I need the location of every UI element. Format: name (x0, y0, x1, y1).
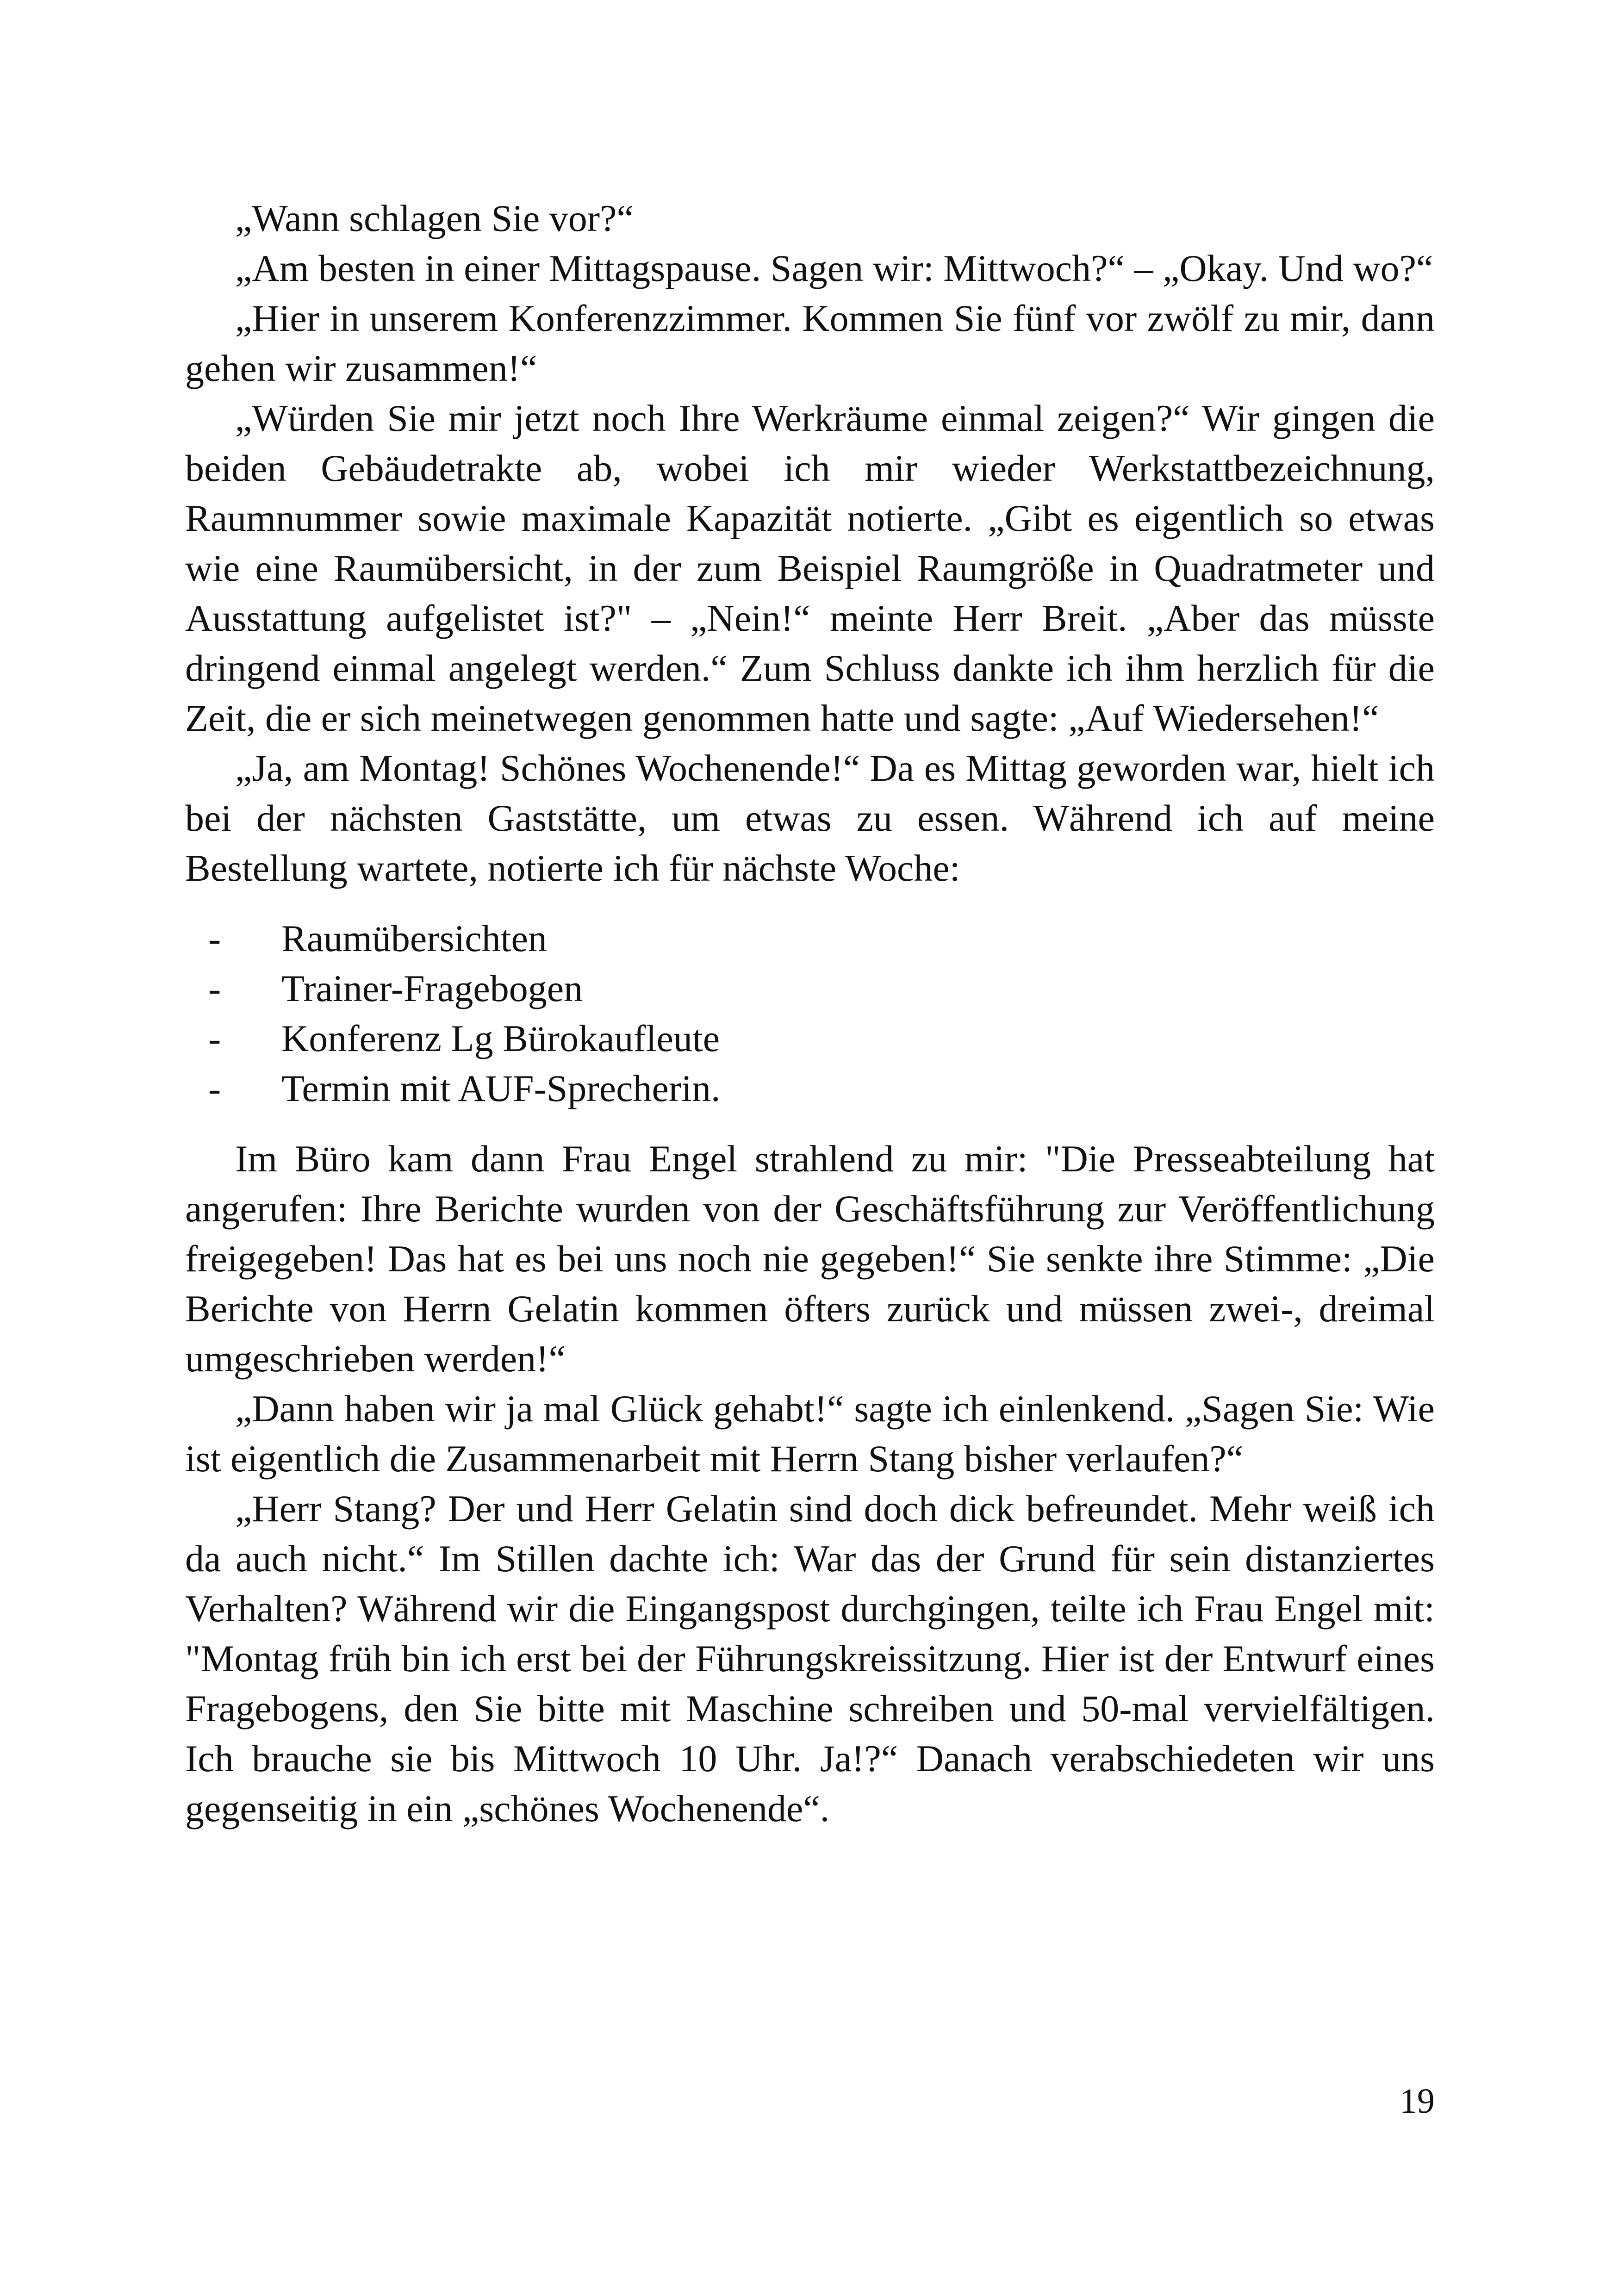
list-item-text: Konferenz Lg Bürokaufleute (281, 1017, 720, 1059)
list-item-text: Trainer-Fragebogen (281, 967, 583, 1009)
list-item (185, 964, 1435, 1014)
list-item-text: Raumübersichten (281, 917, 547, 959)
todo-list (185, 914, 1435, 1114)
page-body (185, 193, 1435, 1834)
list-dash: - (208, 1017, 221, 1059)
list-item (185, 1064, 1435, 1114)
page-number: 19 (1400, 2082, 1435, 2121)
paragraph: „Herr Stang? Der und Herr Gelatin sind doch dick befreundet. Mehr weiß ich da auch nicht.“ Im Stillen dachte ich: War das der Grund für sein distanziertes Verhalten? Während wir die Eingangspost durchgingen, teilte ich Frau Engel mit: "Montag früh bin ich erst bei der Führungskreissitzung. Hier ist der Entwurf eines Fragebogens, den Sie bitte mit Maschine schreiben und 50-mal vervielfältigen. Ich brauche sie bis Mittwoch 10 Uhr. Ja!?“ Danach verabschiedeten wir uns gegenseitig in ein „schönes Wochenende“. (185, 1487, 1435, 1829)
paragraph: „Dann haben wir ja mal Glück gehabt!“ sagte ich einlenkend. „Sagen Sie: Wie ist eigentlich die Zusammenarbeit mit Herrn Stang bisher verlaufen?“ (185, 1388, 1435, 1480)
paragraph: Im Büro kam dann Frau Engel strahlend zu mir: "Die Presseabteilung hat angerufen: Ihre Berichte wurden von der Geschäftsführung zur Veröffentlichung freigegeben! Das hat es bei uns noch nie gegeben!“ Sie senkte ihre Stimme: „Die Berichte von Herrn Gelatin kommen öfters zurück und müssen zwei-, dreimal umgeschrieben werden!“ (185, 1138, 1435, 1380)
list-dash: - (208, 917, 221, 959)
list-item-text: Termin mit AUF-Sprecherin. (281, 1067, 721, 1109)
paragraph: „Hier in unserem Konferenzzimmer. Kommen Sie fünf vor zwölf zu mir, dann gehen wir zusammen!“ (185, 297, 1435, 389)
list-dash: - (208, 967, 221, 1009)
paragraph: „Ja, am Montag! Schönes Wochenende!“ Da es Mittag geworden war, hielt ich bei der nächsten Gaststätte, um etwas zu essen. Während ich auf meine Bestellung wartete, notierte ich für nächste Woche: (185, 747, 1435, 889)
paragraph: „Am besten in einer Mittagspause. Sagen wir: Mittwoch?“ – „Okay. Und wo?“ (235, 247, 1433, 289)
paragraph: „Würden Sie mir jetzt noch Ihre Werkräume einmal zeigen?“ Wir gingen die beiden Gebäudetrakte ab, wobei ich mir wieder Werkstattbezeichnung, Raumnummer sowie maximale Kapazität notierte. „Gibt es eigentlich so etwas wie eine Raumübersicht, in der zum Beispiel Raumgröße in Quadratmeter und Ausstattung aufgelistet ist?" – „Nein!“ meinte Herr Breit. „Aber das müsste dringend einmal angelegt werden.“ Zum Schluss dankte ich ihm herzlich für die Zeit, die er sich meinetwegen genommen hatte und sagte: „Auf Wiedersehen!“ (185, 397, 1435, 739)
list-dash: - (208, 1067, 221, 1109)
paragraph: „Wann schlagen Sie vor?“ (235, 197, 634, 239)
list-item (185, 914, 1435, 964)
list-item (185, 1014, 1435, 1064)
